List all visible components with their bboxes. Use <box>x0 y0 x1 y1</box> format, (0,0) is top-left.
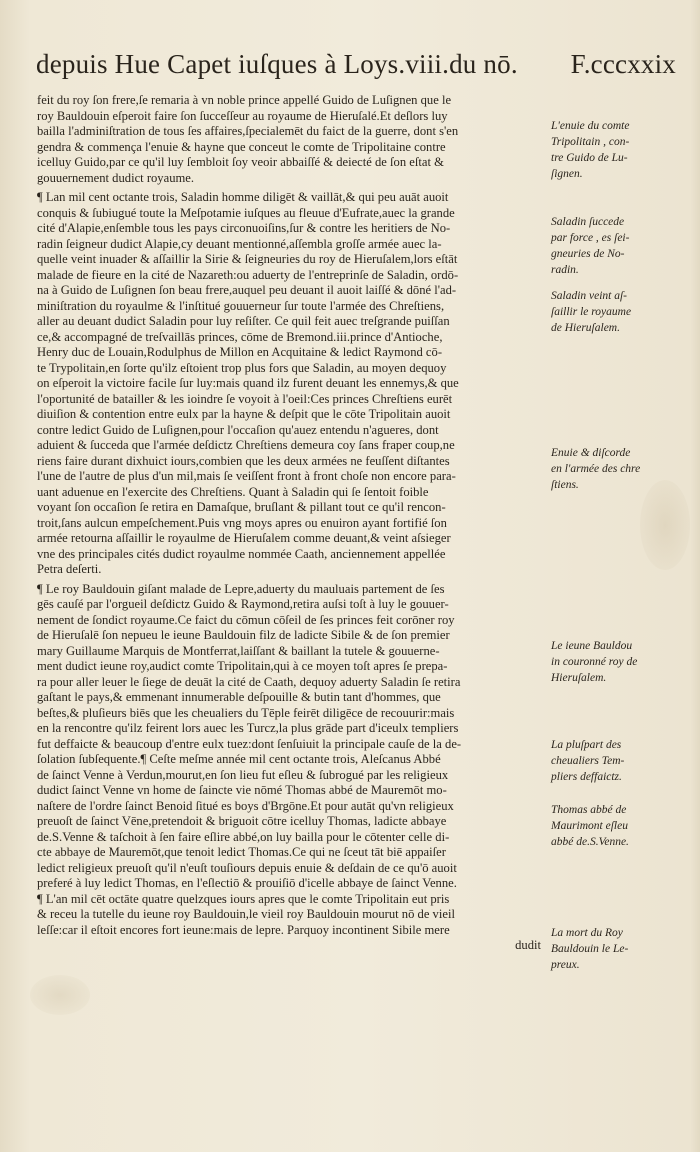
text-line: de.S.Venne & taſchoit à ſen faire eſlire abbé,on luy bailla pour le cōtenter celle di- <box>37 829 450 844</box>
margin-note-line: par force , es ſei- <box>551 232 630 244</box>
text-line: icelluy Guido,par ce qu'il luy ſembloit ſoy veoir abbaiſſé & deiecté de ſon eſtat & <box>37 155 444 169</box>
margin-note-line: de Hieruſalem. <box>551 322 620 334</box>
margin-note <box>551 214 683 278</box>
text-line: leſſe:car il eſtoit encores fort ieune:mais de lepre. Parquoy incontinent Sibile mere <box>37 922 450 937</box>
text-line: contre ledict Guido de Luſignen,pour l'occaſion qu'auez entendu n'agueres, dont <box>37 422 439 437</box>
margin-note-line: ſignen. <box>551 168 583 180</box>
margin-note <box>551 925 683 973</box>
margin-note-line: Saladin ſuccede <box>551 216 625 228</box>
margin-note-line: ſtiens. <box>551 479 579 491</box>
text-line: ſolation ſubſequente.¶ Ceſte meſme année mil cent octante trois, Aleſcanus Abbé <box>37 752 441 766</box>
margin-note <box>551 445 683 493</box>
text-line: quelle veint inuader & aſſaillir la Sirie & ſeigneuries du roy de Hieruſalem,lors eſtāt <box>37 252 458 266</box>
text-line: ¶ Le roy Bauldouin giſant malade de Lepre,aduerty du mauluais partement de ſes <box>37 581 445 596</box>
text-line: de Hieruſalē ſon nepueu le ieune Bauldouin filz de ladicte Sibile & de ſon premier <box>37 628 450 642</box>
text-line: gaſtant le pays,& emmenant innumerable deſpouille & butin tant d'hommes, que <box>37 690 441 704</box>
margin-note-line: Tripolitain , con- <box>551 136 630 148</box>
text-line: na à Guido de Luſignen ſon beau frere,auquel peu deuant il auoit laiſſé & dōné l'ad- <box>37 283 457 297</box>
text-line: ce,& accompagné de treſvaillās princes, cōme de Bremond.iii.prince d'Antioche, <box>37 329 443 344</box>
text-line: conquis & ſubiugué toute la Meſpotamie iuſques au fleuue d'Eufrate,auec la grande <box>37 205 455 220</box>
margin-note-line: en l'armée des chre <box>551 463 641 475</box>
text-line: preuoſt de ſainct Vēne,pretendoit & briguoit cōtre icelluy Thomas, ladicte abbaye <box>37 814 447 828</box>
catchword: dudit <box>515 938 541 952</box>
text-line: gēs cauſé par l'orgueil deſdictz Guido & Raymond,retira auſsi toſt à luy le gouuer- <box>37 597 449 611</box>
text-line: feit du roy ſon frere,ſe remaria à vn noble prince appellé Guido de Luſignen que le <box>37 93 452 107</box>
text-line: fut deffaicte & beaucoup d'entre eulx tuez:dont ſenſuiuit la principale cauſe de la de- <box>37 736 462 751</box>
margin-note-line: Hieruſalem. <box>551 672 607 684</box>
text-line: vne des principales cités dudict royaulme nommée Caath, anciennement appellée <box>37 546 446 561</box>
text-line: armée retourna aſſaillir le royaulme de Hieruſalem comme deuant,& veint aſsieger <box>37 531 451 545</box>
text-line: naſtere de l'ordre ſainct Benoid ſitué es boys d'Brgōne.Et pour autāt qu'vn religieux <box>37 798 454 813</box>
text-line: nement de ſondict royaume.Ce faict du cōmun cōſeil de ſes princes feit corōner roy <box>37 612 455 627</box>
margin-note-line: Maurimont eſleu <box>551 820 628 832</box>
margin-note-line: Enuie & diſcorde <box>551 447 631 459</box>
text-line: de ſainct Venne à Verdun,mourut,en ſon lieu fut eſleu & ſubrogué par les religieux <box>37 767 449 782</box>
text-line: gouuernement dudict royaume. <box>37 170 195 185</box>
text-line: riens faire durant dixhuict iours,combien que les deux armées ne feuſſent diſtantes <box>37 453 450 468</box>
text-line: aller au deuant dudict Saladin pour luy reſiſter. Ce quil feit auec treſgrande puiſſan <box>37 314 450 328</box>
text-line: ra pour aller leuer le ſiege de deuāt la cité de Caath, dequoy aduerty Saladin ſe retira <box>37 674 461 689</box>
text-line: l'une de l'autre de plus d'un mil,mais ſe veiſſent front à front choſe non encore para- <box>37 469 456 483</box>
text-line: cité d'Alapie,enſemble tous les pays circonuoiſins,ſur & contre les heritiers de No- <box>37 221 451 235</box>
text-line: preferé à luy ledict Thomas, en l'eſlectiō & prouiſiō d'icelle abbaye de ſainct Venne. <box>37 876 457 890</box>
text-line: roy Bauldouin eſperoit faire ſon ſucceſſeur au royaume de Hieruſalé.Et deſlors luy <box>37 108 448 123</box>
paper-stain <box>640 480 690 570</box>
margin-note-line: Thomas abbé de <box>551 804 627 816</box>
margin-note <box>551 737 683 785</box>
text-line: uant aduenue en l'exercite des Chreſtiens. Quant à Saladin qui ſe ſentoit foible <box>37 484 429 499</box>
text-line: gendra & commença l'enuie & hayne que conceut le comte de Tripolitaine contre <box>37 139 446 154</box>
margin-note-line: ſaillir le royaume <box>551 306 632 318</box>
running-title: depuis Hue Capet iuſques à Loys.viii.du nō. <box>36 49 518 79</box>
text-line: beſtes,& pluſieurs biēs que les cheualiers du Tēple feirēt diligēce de recouurir:mais <box>37 705 455 720</box>
margin-note-line: La pluſpart des <box>551 739 622 751</box>
main-text-block <box>37 93 549 954</box>
folio-number: F.cccxxix <box>570 49 676 79</box>
text-line: aduient & ſucceda que l'armée deſdictz Chreſtiens demeura coy ſans fraper coup,ne <box>37 438 455 452</box>
margin-note-line: gneuries de No- <box>551 248 625 260</box>
text-line: radin ſeigneur dudict Alapie,cy deuant mentionné,aſſembla groſſe armée auec la- <box>37 236 442 251</box>
text-line: cte abbaye de Mauremōt,que tenoit ledict Thomas.Ce qui ne ſceut tāt biē appaiſer <box>37 845 446 859</box>
margin-note <box>551 288 683 336</box>
margin-note <box>551 118 683 182</box>
text-line: & receu la tutelle du ieune roy Bauldouin,le vieil roy Bauldouin mourut nō de vieil <box>37 907 455 921</box>
text-line: diuiſion & contention entre eulx par la hayne & deſpit que le cōte Tripolitain auoit <box>37 407 451 421</box>
margin-note-line: Le ieune Bauldou <box>551 640 633 652</box>
text-line: Petra deſerti. <box>37 562 102 576</box>
text-line: mary Guillaume Marquis de Montferrat,laiſſant & baillant la tutele & gouuerne- <box>37 643 440 658</box>
margin-note-line: in couronné roy de <box>551 656 638 668</box>
margin-note-line: cheualiers Tem- <box>551 755 625 767</box>
paragraph <box>37 582 549 939</box>
text-line: on eſperoit la victoire facile ſur luy:mais quand ilz furent deuant les ennemys,& que <box>37 376 459 390</box>
margin-note <box>551 638 683 686</box>
text-line: bailla l'adminiſtration de tous ſes affaires,ſpecialemēt du faict de la guerre, dont s'en <box>37 124 459 138</box>
margin-note-line: L'enuie du comte <box>551 120 630 132</box>
margin-note-line: Saladin veint aſ- <box>551 290 628 302</box>
text-line: miniſtration du royaulme & l'inſtitué gouuerneur ſur toute l'armée des Chreſtiens, <box>37 298 445 313</box>
running-header <box>36 46 676 82</box>
margin-note-line: pliers deffaictz. <box>551 771 622 783</box>
margin-note-line: La mort du Roy <box>551 927 623 939</box>
text-line: ¶ Lan mil cent octante trois, Saladin homme diligēt & vaillāt,& qui peu auāt auoit <box>37 190 449 204</box>
margin-note-line: preux. <box>551 959 580 971</box>
text-line: ledict religieux preuoſt qu'il n'euſt touſiours depuis enuie & deſdain de ce qu'ō auoit <box>37 860 457 875</box>
margin-note-line: abbé de.S.Venne. <box>551 836 629 848</box>
text-line: en la rencontre qu'ilz feirent lors auec les Turcz,la plus grāde part d'iceulx templiers <box>37 721 459 735</box>
text-line: te Trypolitain,en ſorte qu'ilz eſtoient trop plus fors que Saladin, au moyen dequoy <box>37 360 447 375</box>
text-line: ment dudict ieune roy,audict comte Tripolitain,qui à ce moyen toſt apres ſe prepa- <box>37 659 448 673</box>
margin-note-line: radin. <box>551 264 579 276</box>
paragraph <box>37 190 549 578</box>
paper-stain <box>30 975 90 1015</box>
text-line: malade de fieure en la cité de Nazareth:ou aduerty de l'entreprinſe de Saladin, ordō- <box>37 267 459 282</box>
margin-note <box>551 802 683 850</box>
margin-note-line: Bauldouin le Le- <box>551 943 629 955</box>
paragraph <box>37 93 549 186</box>
text-line: Henry duc de Louain,Rodulphus de Millon en Acquitaine & ledict Raymond cō- <box>37 345 443 359</box>
margin-note-line: tre Guido de Lu- <box>551 152 628 164</box>
text-line: l'oportunité de batailler & les ioindre ſe voyoit à l'oeil:Ces princes Chreſtiens eurēt <box>37 391 453 406</box>
text-line: ¶ L'an mil cēt octāte quatre quelzques iours apres que le comte Tripolitain eut pris <box>37 891 450 906</box>
text-line: dudict ſainct Venne vn home de ſaincte vie nōmé Thomas abbé de Mauremōt mo- <box>37 783 447 797</box>
text-line: voyant ſon occaſion ſe retira en Damaſque, bruſlant & pillant tout ce qu'il rencon- <box>37 500 446 514</box>
text-line: troit,ſans aulcun empeſchement.Puis vng moys apres ou enuiron ayant fortifié ſon <box>37 515 447 530</box>
